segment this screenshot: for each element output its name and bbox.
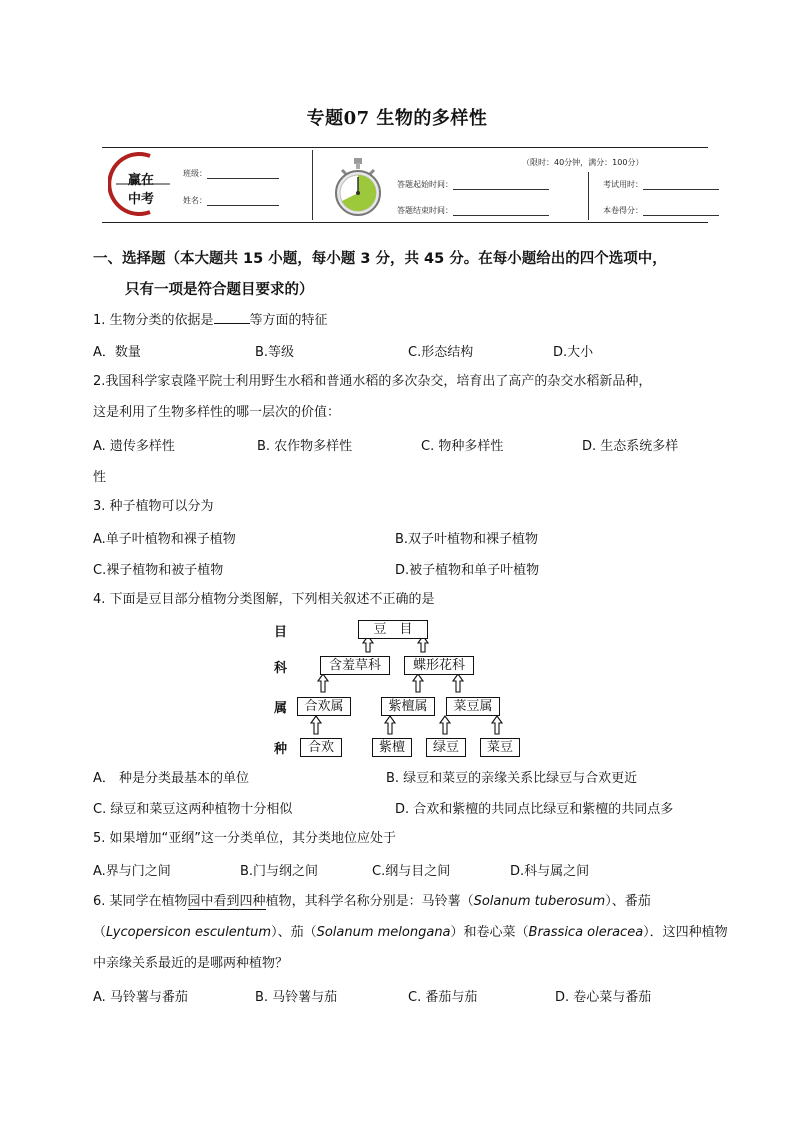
genus-box-2: 紫檀属	[381, 697, 435, 716]
question-6-line2	[93, 923, 728, 943]
q3-option-d[interactable]: D.被子植物和单子叶植物	[395, 563, 540, 578]
q6-option-c[interactable]: C. 番茄与茄	[408, 990, 478, 1005]
stopwatch-icon	[334, 158, 382, 222]
logo-text-1: 赢在	[128, 173, 155, 188]
question-3-stem: 3. 种子植物可以分为	[93, 499, 214, 514]
q6-latin-name: Solanum tuberosum	[473, 894, 606, 909]
q1-option-d[interactable]: D.大小	[553, 345, 594, 360]
page-title: 专题07 生物的多样性	[306, 108, 488, 129]
name-blank[interactable]	[207, 196, 279, 206]
class-label: 班级：	[183, 169, 207, 178]
q6-latin-name: Solanum melongana	[316, 925, 451, 940]
score-blank[interactable]	[643, 206, 719, 216]
q6-underlined-text: 园中看到四种	[187, 894, 266, 909]
q6-latin-name: Brassica oleracea	[528, 925, 644, 940]
species-box-2: 紫檀	[372, 738, 412, 757]
q2-option-c[interactable]: C. 物种多样性	[421, 439, 504, 454]
species-box-1: 合欢	[300, 738, 342, 757]
q3-option-b[interactable]: B.双子叶植物和裸子植物	[395, 532, 539, 547]
end-time-label: 答题结束时间：	[397, 206, 453, 215]
question-1-stem	[93, 310, 328, 331]
q6-text: 6. 某同学在植物	[93, 894, 188, 909]
q4-option-b[interactable]: B. 绿豆和菜豆的亲缘关系比绿豆与合欢更近	[386, 771, 638, 786]
limit-note: （限时：40分钟，满分：100分）	[522, 158, 644, 167]
level-genus-label: 属	[274, 701, 288, 716]
q4-option-d[interactable]: D. 合欢和紫檀的共同点比绿豆和紫檀的共同点多	[395, 802, 674, 817]
arrow-icon	[413, 674, 423, 692]
header-bottom-rule	[102, 222, 708, 223]
logo-text-2: 中考	[128, 192, 155, 207]
section-heading-line2: 只有一项是符合题目要求的）	[125, 282, 314, 298]
time-used-field	[603, 179, 719, 190]
q3-option-c[interactable]: C.裸子植物和被子植物	[93, 563, 224, 578]
q1-stem-part1: 1. 生物分类的依据是	[93, 313, 214, 328]
start-time-blank[interactable]	[453, 180, 549, 190]
level-family-label: 科	[274, 661, 288, 676]
species-box-4: 菜豆	[480, 738, 520, 757]
q5-option-b[interactable]: B.门与纲之间	[240, 864, 319, 879]
arrow-icon	[318, 674, 328, 692]
genus-box-1: 合欢属	[297, 697, 351, 716]
q2-option-d-wrap: 性	[93, 470, 107, 485]
arrow-icon	[385, 716, 395, 734]
q6-option-d[interactable]: D. 卷心菜与番茄	[555, 990, 652, 1005]
section-heading-line1: 一、选择题（本大题共 15 小题，每小题 3 分，共 45 分。在每小题给出的四个选项中，	[93, 251, 667, 267]
q2-option-d[interactable]: D. 生态系统多样	[582, 439, 679, 454]
score-field	[603, 205, 719, 216]
q2-option-a[interactable]: A. 遗传多样性	[93, 439, 175, 454]
end-time-field	[397, 205, 549, 216]
order-box: 豆 目	[358, 620, 428, 639]
q1-option-c[interactable]: C.形态结构	[408, 345, 474, 360]
time-used-label: 考试用时：	[603, 180, 643, 189]
arrow-icon	[311, 716, 321, 734]
question-4-stem: 4. 下面是豆目部分植物分类图解，下列相关叙述不正确的是	[93, 592, 435, 607]
q5-option-c[interactable]: C.纲与目之间	[372, 864, 451, 879]
q1-stem-part2: 等方面的特征	[249, 313, 328, 328]
genus-box-3: 菜豆属	[446, 697, 500, 716]
end-time-blank[interactable]	[453, 206, 549, 216]
q6-option-a[interactable]: A. 马铃薯与番茄	[93, 990, 188, 1005]
family-box-2: 蝶形花科	[404, 656, 474, 675]
q6-option-b[interactable]: B. 马铃薯与茄	[255, 990, 338, 1005]
q6-latin-name: Lycopersicon esculentum	[106, 925, 272, 940]
q5-option-a[interactable]: A.界与门之间	[93, 864, 171, 879]
q4-option-c[interactable]: C. 绿豆和菜豆这两种植物十分相似	[93, 802, 293, 817]
logo	[108, 152, 174, 216]
start-time-label: 答题起始时间：	[397, 180, 453, 189]
level-species-label: 种	[274, 742, 288, 757]
species-box-3: 绿豆	[426, 738, 466, 757]
class-field	[183, 168, 279, 179]
start-time-field	[397, 179, 549, 190]
question-6-line1	[93, 892, 651, 912]
score-label: 本卷得分：	[603, 206, 643, 215]
level-order-label: 目	[274, 625, 288, 640]
q6-text: ）．这四种植物	[643, 925, 728, 940]
family-box-1: 含羞草科	[320, 656, 390, 675]
q1-option-a[interactable]: A．数量	[93, 345, 141, 360]
arrow-icon	[492, 716, 502, 734]
header-divider-1	[312, 150, 313, 220]
question-6-line3: 中亲缘关系最近的是哪两种植物？	[93, 956, 289, 971]
time-used-blank[interactable]	[643, 180, 719, 190]
q1-option-b[interactable]: B.等级	[255, 345, 295, 360]
name-label: 姓名：	[183, 196, 207, 205]
question-2-line2: 这是利用了生物多样性的哪一层次的价值：	[93, 405, 341, 420]
header-divider-2	[588, 172, 589, 220]
q3-option-a[interactable]: A.单子叶植物和裸子植物	[93, 532, 236, 547]
q2-option-b[interactable]: B. 农作物多样性	[257, 439, 353, 454]
q6-text: ）和卷心菜（	[450, 925, 529, 940]
question-5-stem: 5. 如果增加“亚纲”这一分类单位，其分类地位应处于	[93, 831, 397, 846]
name-field	[183, 195, 279, 206]
q4-option-a[interactable]: A． 种是分类最基本的单位	[93, 771, 250, 786]
header-top-rule	[102, 147, 708, 148]
q6-text: 植物，其科学名称分别是：马铃薯（	[265, 894, 474, 909]
class-blank[interactable]	[207, 169, 279, 179]
q6-text: （	[93, 925, 107, 940]
q6-text: ）、番茄	[605, 894, 651, 909]
arrow-icon	[453, 674, 463, 692]
q1-blank	[214, 310, 250, 324]
question-2-line1: 2.我国科学家袁隆平院士利用野生水稻和普通水稻的多次杂交，培育出了高产的杂交水稻新品种，	[93, 374, 652, 389]
q5-option-d[interactable]: D.科与属之间	[510, 864, 590, 879]
q6-text: ）、茄（	[271, 925, 317, 940]
arrow-icon	[440, 716, 450, 734]
